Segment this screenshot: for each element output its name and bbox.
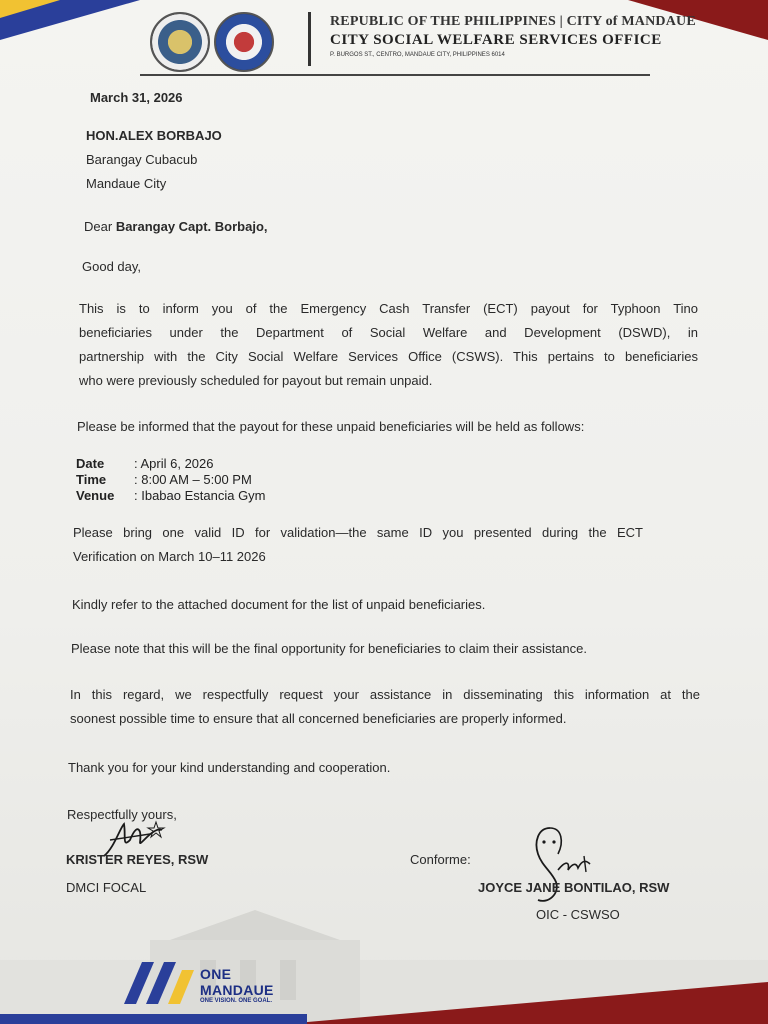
schedule-date-label: Date [76,456,105,471]
one-mandaue-logo-icon [124,962,194,1004]
header-rule [140,74,650,76]
logo-text-mandaue: MANDAUE [200,982,274,998]
paragraph-id-reminder [73,521,643,569]
paragraph-line: Please bring one valid ID for validation—the same ID you presented during the ECT [73,525,643,540]
logo-tagline: ONE VISION. ONE GOAL. [200,998,273,1004]
paragraph-final-opportunity: Please note that this will be the final opportunity for beneficiaries to claim their assistance. [71,641,587,656]
salutation-name: Barangay Capt. Borbajo, [115,219,268,234]
paragraph-payout-intro: Please be informed that the payout for these unpaid beneficiaries will be held as follows: [77,419,585,434]
closing: Respectfully yours, [67,807,177,822]
schedule-time-value: : 8:00 AM – 5:00 PM [134,472,252,487]
header-divider [308,12,311,66]
schedule-venue-label: Venue [76,488,115,503]
logo-text-one: ONE [200,966,232,982]
paragraph-attachment: Kindly refer to the attached document for the list of unpaid beneficiaries. [72,597,486,612]
header-republic: REPUBLIC OF THE PHILIPPINES | CITY of MANDAUE [330,14,696,29]
paragraph-thanks: Thank you for your kind understanding and cooperation. [68,760,391,775]
schedule-venue-value: : Ibabao Estancia Gym [134,488,266,503]
paragraph-line: In this regard, we respectfully request your assistance in disseminating this information at the [70,687,700,702]
schedule-time-label: Time [76,472,107,487]
greeting: Good day, [82,259,142,274]
schedule-venue-row [76,486,266,506]
signer2-title: OIC - CSWSO [536,907,620,922]
paragraph-request [70,683,700,731]
paragraph-line: This is to inform you of the Emergency Cash Transfer (ECT) payout for Typhoon Tino [79,301,698,316]
recipient-barangay: Barangay Cubacub [86,152,198,167]
paragraph-line: Verification on March 10–11 2026 [73,549,266,564]
header-address: P. BURGOS ST., CENTRO, MANDAUE CITY, PHILIPPINES 6014 [330,52,505,58]
signer1-name: KRISTER REYES, RSW [66,852,209,867]
conforme-label: Conforme: [410,852,471,867]
recipient-city: Mandaue City [86,176,167,191]
recipient-name: HON.ALEX BORBAJO [86,128,222,143]
signer1-title: DMCI FOCAL [66,880,147,895]
signer2-name: JOYCE JANE BONTILAO, RSW [478,880,670,895]
paragraph-intro [79,297,698,393]
cswso-seal-icon [214,12,274,72]
paragraph-line: beneficiaries under the Department of Social Welfare and Development (DSWD), in [79,325,698,340]
paragraph-line: partnership with the City Social Welfare Services Office (CSWS). This pertains to beneficiaries [79,349,698,364]
salutation [84,219,268,234]
paragraph-line: soonest possible time to ensure that all concerned beneficiaries are properly informed. [70,711,567,726]
letter-date: March 31, 2026 [90,90,183,105]
footer-decoration-blue [0,1014,768,1024]
header-office-name: CITY SOCIAL WELFARE SERVICES OFFICE [330,32,662,48]
paragraph-line: who were previously scheduled for payout but remain unpaid. [79,373,433,388]
salutation-prefix: Dear [84,219,113,234]
payout-schedule [76,454,266,506]
city-seal-icon [150,12,210,72]
schedule-date-value: : April 6, 2026 [134,456,214,471]
